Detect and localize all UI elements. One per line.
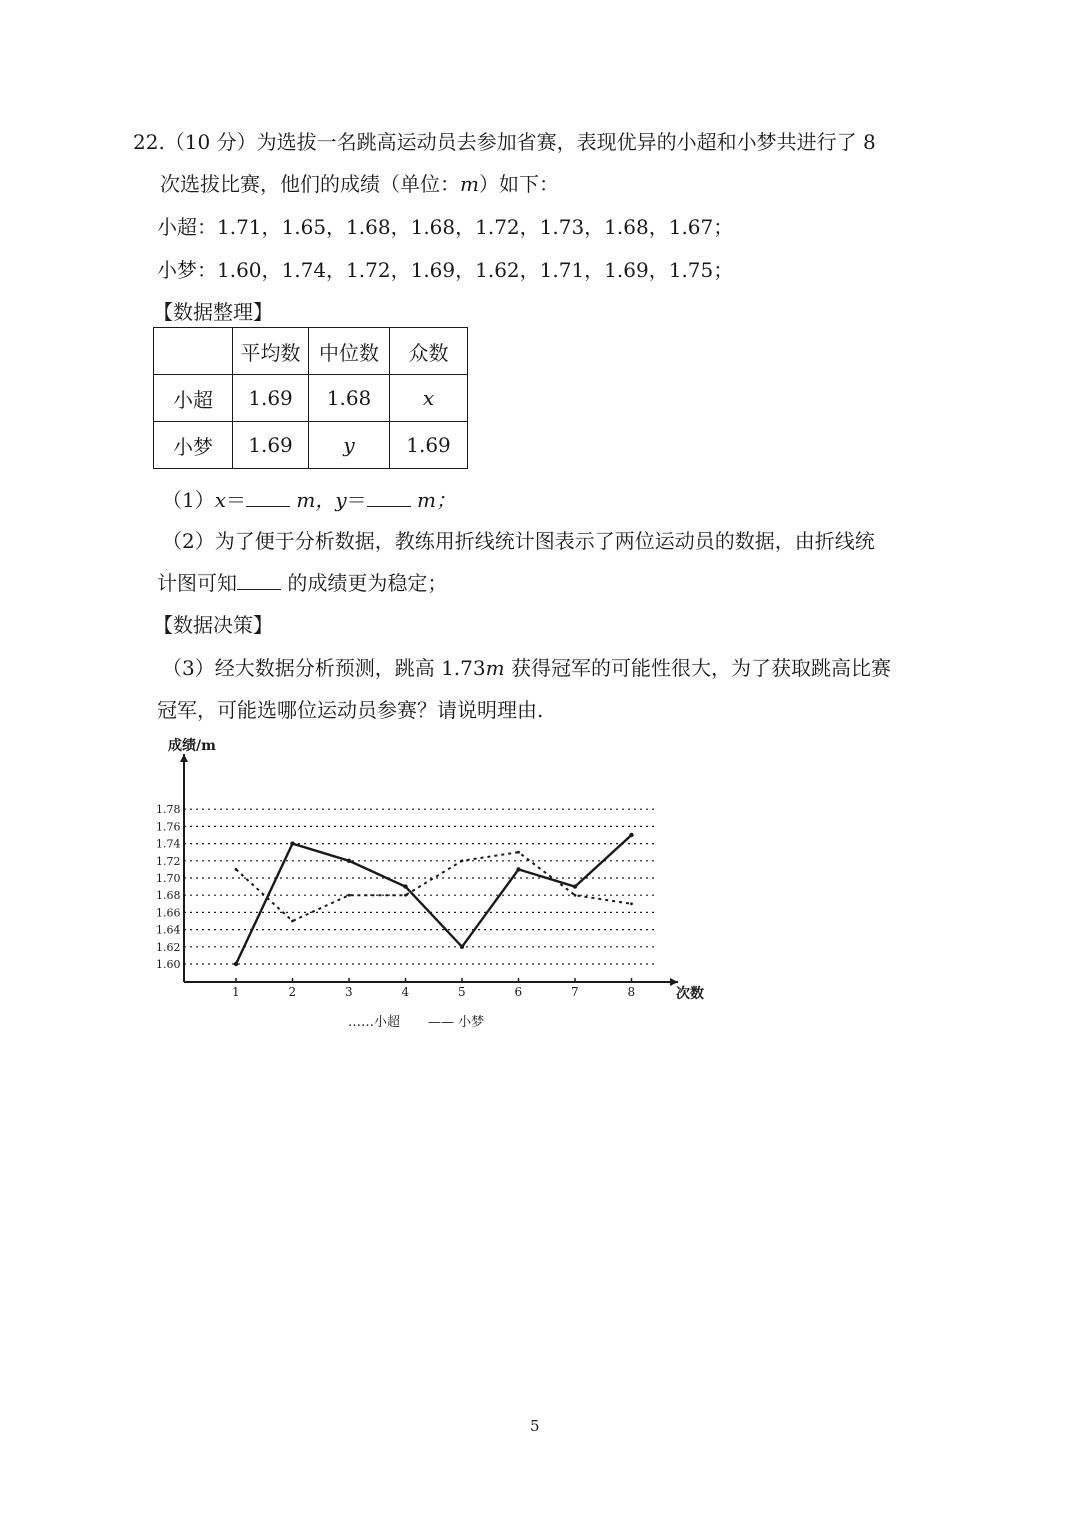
line-chart (140, 730, 740, 1040)
sub2-text-end: 的成绩更为稳定； (287, 571, 448, 595)
legend-item-xiaomeng: —— 小梦 (428, 1015, 485, 1030)
unit-m: m (460, 172, 479, 196)
y-tick-label: 1.78 (156, 803, 181, 817)
x-tick-label: 5 (458, 985, 466, 999)
sub1-label: （1） (162, 488, 215, 512)
data-point (404, 894, 407, 897)
y-tick-label: 1.76 (156, 820, 181, 834)
section-data-decision: 【数据决策】 (153, 613, 273, 637)
sub2-text: 计图可知 (157, 571, 237, 595)
data-point (291, 920, 294, 923)
stem-text: 次选拔比赛，他们的成绩（单位： (160, 172, 460, 196)
unit-m: m (485, 656, 505, 680)
x-tick-label: 4 (401, 985, 410, 999)
x-tick-label: 1 (232, 985, 240, 999)
table-header-mode: 众数 (390, 328, 468, 375)
data-point (348, 894, 351, 897)
data-point (347, 859, 351, 863)
data-point (630, 902, 633, 905)
x-tick-label: 6 (514, 985, 523, 999)
var-x: x (214, 488, 227, 512)
data-point (461, 859, 464, 862)
y-tick-label: 1.60 (156, 958, 181, 971)
subquestion-1 (162, 484, 456, 513)
data-point (460, 945, 464, 949)
series-line-小梦 (236, 835, 632, 964)
answer-blank[interactable] (367, 490, 411, 507)
y-tick-label: 1.66 (156, 906, 181, 920)
x-axis-label: 次数 (676, 986, 704, 1002)
table-row (154, 375, 468, 422)
table-cell: 1.69 (233, 375, 309, 422)
table-cell: 1.68 (309, 375, 390, 422)
table-cell: 1.69 (390, 422, 468, 469)
sub3-text-end: 获得冠军的可能性很大，为了获取跳高比赛 (504, 656, 891, 680)
x-tick-label: 8 (627, 985, 636, 999)
data-point (235, 868, 238, 871)
data-point (517, 851, 520, 854)
statistics-table (153, 327, 468, 469)
y-tick-label: 1.68 (156, 889, 181, 903)
sub3-text: （3）经大数据分析预测，跳高 1.73 (162, 656, 486, 680)
table-cell: x (390, 375, 468, 422)
subquestion-2-line1: （2）为了便于分析数据，教练用折线统计图表示了两位运动员的数据，由折线统 (162, 529, 875, 553)
question-stem-line1: 22.（10 分）为选拔一名跳高运动员去参加省赛，表现优异的小超和小梦共进行了 8 (133, 130, 876, 154)
x-tick-label: 2 (288, 985, 297, 999)
answer-blank[interactable] (246, 490, 290, 507)
y-tick-label: 1.72 (156, 854, 181, 868)
y-axis-arrow (180, 754, 188, 762)
x-axis-arrow (670, 978, 678, 986)
subquestion-3-line2: 冠军，可能选哪位运动员参赛？请说明理由. (157, 698, 544, 722)
stem-text-end: ）如下： (478, 172, 559, 196)
table-cell: 小超 (154, 375, 233, 422)
y-tick-label: 1.70 (156, 872, 181, 885)
data-point (403, 884, 407, 888)
legend-item-xiaochao: ……小超 (348, 1015, 401, 1030)
question-stem-line2 (160, 168, 559, 197)
subquestion-3-line1 (162, 652, 891, 681)
var-y: y (335, 488, 347, 512)
data-point (516, 867, 520, 871)
table-header-median: 中位数 (309, 328, 390, 375)
unit-m: m， (296, 488, 336, 512)
answer-blank[interactable] (237, 573, 281, 590)
y-axis-label: 成绩/m (168, 738, 216, 754)
data-point (573, 884, 577, 888)
table-cell (154, 328, 233, 375)
table-header-row (154, 328, 468, 375)
subquestion-2-line2 (157, 567, 447, 596)
x-tick-label: 7 (571, 985, 579, 999)
equals-sign: ＝ (346, 488, 367, 512)
data-point (629, 833, 633, 837)
data-point (234, 962, 238, 966)
xiaomeng-scores: 小梦：1.60，1.74，1.72，1.69，1.62，1.71，1.69，1.75； (157, 258, 734, 282)
xiaochao-scores: 小超：1.71，1.65，1.68，1.68，1.72，1.73，1.68，1.67； (157, 215, 734, 239)
x-tick-label: 3 (345, 985, 353, 999)
data-point (574, 894, 577, 897)
table-row (154, 422, 468, 469)
equals-sign: ＝ (226, 488, 247, 512)
page-number: 5 (530, 1417, 540, 1435)
data-point (290, 841, 294, 845)
table-header-mean: 平均数 (233, 328, 309, 375)
y-tick-label: 1.74 (156, 837, 181, 851)
table-cell: 1.69 (233, 422, 309, 469)
table-cell: 小梦 (154, 422, 233, 469)
y-tick-label: 1.62 (156, 940, 181, 954)
unit-m: m； (417, 488, 456, 512)
y-tick-label: 1.64 (156, 923, 181, 937)
section-data-organize: 【数据整理】 (153, 300, 273, 324)
table-cell: y (309, 422, 390, 469)
